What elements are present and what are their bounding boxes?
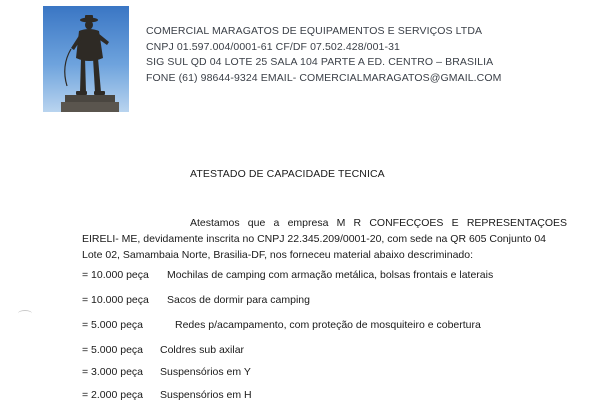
company-logo-statue bbox=[43, 6, 129, 112]
item-quantity: = 2.000 peça bbox=[82, 389, 144, 401]
intro-line: Atestamos que a empresa M R CONFECÇOES E REPRESENTAÇOES bbox=[190, 217, 567, 229]
letterhead bbox=[146, 24, 501, 86]
document-title: ATESTADO DE CAPACIDADE TECNICA bbox=[190, 168, 385, 180]
scan-artifact bbox=[18, 310, 32, 317]
company-cnpj: CNPJ 01.597.004/0001-61 CF/DF 07.502.428/001-31 bbox=[146, 40, 400, 53]
item-quantity: = 3.000 peça bbox=[82, 366, 144, 378]
item-description: Suspensórios em H bbox=[160, 389, 252, 401]
company-name: COMERCIAL MARAGATOS DE EQUIPAMENTOS E SERVIÇOS LTDA bbox=[146, 25, 483, 37]
list-item bbox=[82, 269, 493, 281]
item-quantity: = 10.000 peça bbox=[82, 269, 149, 281]
item-description: Mochilas de camping com armação metálica, bolsas frontais e laterais bbox=[167, 269, 494, 281]
item-quantity: = 5.000 peça bbox=[82, 319, 144, 331]
item-description: Coldres sub axilar bbox=[160, 344, 245, 356]
item-description: Redes p/acampamento, com proteção de mosquiteiro e cobertura bbox=[175, 319, 481, 331]
intro-paragraph bbox=[82, 215, 567, 263]
intro-line: Lote 02, Samambaia Norte, Brasilia-DF, nos forneceu material abaixo descriminado: bbox=[82, 249, 474, 261]
statue-silhouette-icon bbox=[43, 6, 129, 112]
list-item bbox=[82, 319, 481, 331]
company-address: SIG SUL QD 04 LOTE 25 SALA 104 PARTE A ED. CENTRO – BRASILIA bbox=[146, 56, 494, 68]
company-contact: FONE (61) 98644-9324 EMAIL- COMERCIALMARAGATOS@GMAIL.COM bbox=[146, 71, 502, 84]
list-item bbox=[82, 344, 244, 356]
list-item bbox=[82, 389, 252, 401]
item-quantity: = 5.000 peça bbox=[82, 344, 144, 356]
intro-line: EIRELI- ME, devidamente inscrita no CNPJ 22.345.209/0001-20, com sede na QR 605 Conjunto 04 bbox=[82, 233, 547, 245]
list-item bbox=[82, 366, 251, 378]
item-quantity: = 10.000 peça bbox=[82, 294, 149, 306]
list-item bbox=[82, 294, 310, 306]
item-description: Suspensórios em Y bbox=[160, 366, 251, 378]
item-description: Sacos de dormir para camping bbox=[167, 294, 310, 306]
